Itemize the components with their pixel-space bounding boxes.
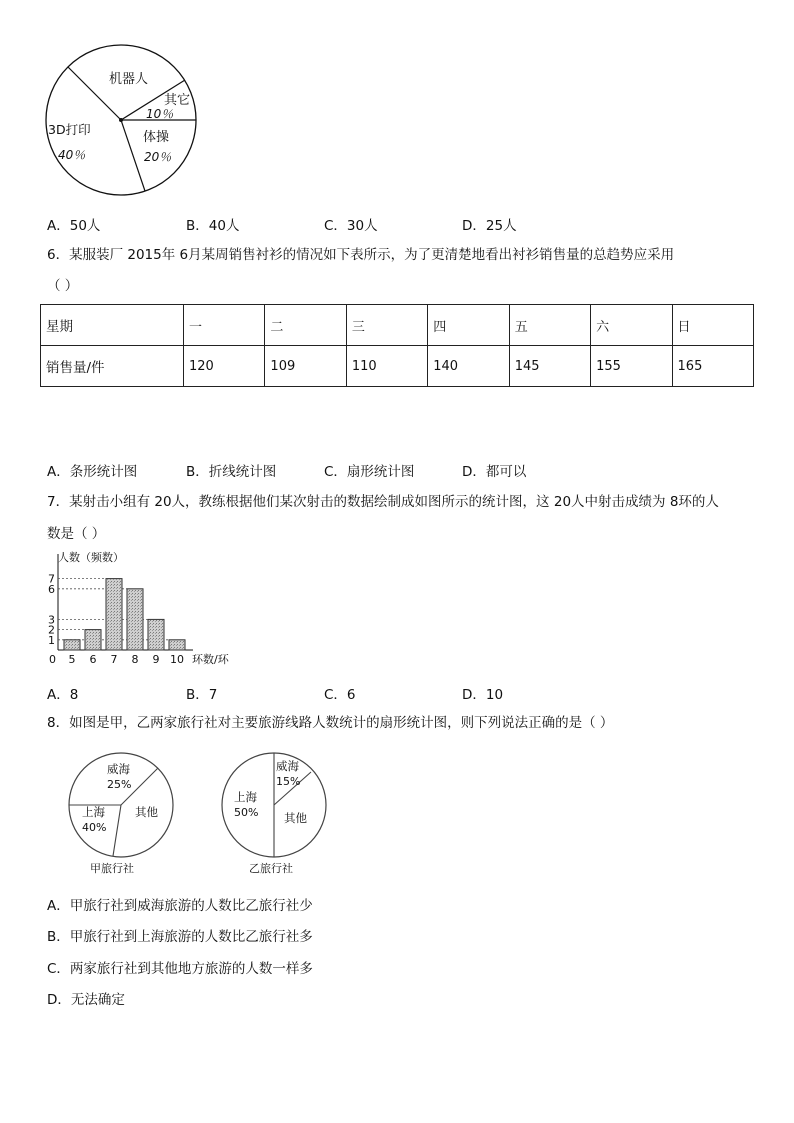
q8-option-a: A．甲旅行社到威海旅游的人数比乙旅行社少 — [47, 898, 313, 914]
q7-y-tick-label: 2 — [48, 623, 55, 637]
q8a-label-shanghai: 上海 — [82, 805, 105, 819]
q5-option-a: A．50人 — [47, 218, 101, 234]
table-day-cell: 五 — [509, 305, 590, 346]
q5-option-b: B．40人 — [186, 218, 240, 234]
q8-option-d: D．无法确定 — [47, 992, 125, 1008]
q7-x-axis-title: 环数/环 — [192, 653, 229, 666]
q5-option-d: D．25人 — [462, 218, 517, 234]
table-header-label: 星期 — [41, 305, 184, 346]
q5-label-robot: 机器人 — [109, 72, 149, 87]
q8b-label-shanghai-pct: 50% — [234, 806, 259, 819]
q7-x-tick-label: 5 — [68, 653, 76, 666]
q5-label-other-pct: 10％ — [146, 107, 174, 121]
q8a-label-shanghai-pct: 40% — [82, 821, 107, 834]
q5-label-print-pct: 40％ — [58, 148, 86, 162]
q5-label-gym-pct: 20％ — [144, 150, 172, 164]
q7-option-c: C．6 — [324, 687, 356, 703]
q7-x-tick-label: 10 — [170, 653, 184, 666]
q7-x-tick-label: 7 — [110, 653, 118, 666]
q6-stem-line1: 6．某服装厂 2015年 6月某周销售衬衫的情况如下表所示，为了更清楚地看出衬衫销售量的总趋势应采用 — [47, 247, 675, 263]
q7-bar — [106, 579, 122, 650]
q7-x-tick-label: 6 — [89, 653, 97, 666]
q7-bar — [85, 630, 101, 650]
q5-label-gym: 体操 — [143, 130, 170, 145]
q5-label-other: 其它 — [164, 93, 191, 108]
table-value-cell: 109 — [265, 346, 346, 387]
q7-stem-line1: 7．某射击小组有 20人，教练根据他们某次射击的数据绘制成如图所示的统计图，这 20人中射击成绩为 8环的人 — [47, 494, 719, 510]
q8b-label-weihai: 威海 — [276, 759, 299, 773]
q8b-caption: 乙旅行社 — [249, 862, 293, 875]
q8-pie-chart-a — [62, 750, 182, 878]
table-row — [41, 305, 754, 346]
q8b-label-shanghai: 上海 — [234, 790, 257, 804]
q7-bar — [169, 640, 185, 650]
q8-option-b: B．甲旅行社到上海旅游的人数比乙旅行社多 — [47, 929, 313, 945]
q7-y-axis-title: 人数（频数） — [58, 551, 124, 564]
q7-histogram — [45, 548, 245, 673]
q8a-label-weihai: 威海 — [107, 762, 130, 776]
table-value-cell: 110 — [346, 346, 427, 387]
q8a-label-weihai-pct: 25% — [107, 778, 132, 791]
q6-option-d: D．都可以 — [462, 464, 527, 480]
q5-label-print: 3D打印 — [48, 122, 91, 137]
q8a-divider — [113, 805, 121, 856]
table-row — [41, 346, 754, 387]
q6-stem-line2: （ ） — [47, 278, 79, 294]
q7-stem-line2: 数是（ ） — [47, 526, 106, 542]
q7-y-tick-label: 1 — [48, 633, 55, 647]
table-day-cell: 一 — [184, 305, 265, 346]
q7-x-tick-label: 8 — [131, 653, 139, 666]
q8a-label-other: 其他 — [135, 805, 158, 819]
table-day-cell: 二 — [265, 305, 346, 346]
q5-option-c: C．30人 — [324, 218, 378, 234]
q7-x-tick-label: 9 — [152, 653, 160, 666]
q8-pie-chart-b — [216, 750, 336, 878]
q8a-caption: 甲旅行社 — [90, 862, 134, 875]
table-row-label: 销售量/件 — [41, 346, 184, 387]
q7-origin-label: 0 — [49, 653, 56, 666]
q8b-label-other: 其他 — [284, 811, 307, 825]
q8-option-c: C．两家旅行社到其他地方旅游的人数一样多 — [47, 961, 313, 977]
q6-option-a: A．条形统计图 — [47, 464, 138, 480]
q7-bar — [64, 640, 80, 650]
table-day-cell: 三 — [346, 305, 427, 346]
table-value-cell: 140 — [428, 346, 509, 387]
q5-pie-center — [119, 118, 123, 122]
table-day-cell: 四 — [428, 305, 509, 346]
table-value-cell: 145 — [509, 346, 590, 387]
table-value-cell: 155 — [591, 346, 672, 387]
q6-sales-table — [40, 304, 754, 387]
q5-pie-divider-gym-print — [121, 120, 145, 191]
q6-option-c: C．扇形统计图 — [324, 464, 415, 480]
q8-stem: 8．如图是甲，乙两家旅行社对主要旅游线路人数统计的扇形统计图，则下列说法正确的是（ ） — [47, 715, 614, 731]
q7-y-tick-label: 3 — [48, 613, 55, 627]
table-value-cell: 165 — [672, 346, 753, 387]
table-value-cell: 120 — [184, 346, 265, 387]
q8b-label-weihai-pct: 15% — [276, 775, 301, 788]
q7-bar — [148, 619, 164, 650]
q6-option-b: B．折线统计图 — [186, 464, 277, 480]
q5-pie-chart — [40, 30, 210, 200]
q7-bar — [127, 589, 143, 650]
table-day-cell: 日 — [672, 305, 753, 346]
q7-option-a: A．8 — [47, 687, 79, 703]
q7-y-tick-label: 7 — [48, 572, 55, 586]
q7-y-tick-label: 6 — [48, 582, 55, 596]
q7-option-b: B．7 — [186, 687, 218, 703]
table-day-cell: 六 — [591, 305, 672, 346]
q7-option-d: D．10 — [462, 687, 504, 703]
